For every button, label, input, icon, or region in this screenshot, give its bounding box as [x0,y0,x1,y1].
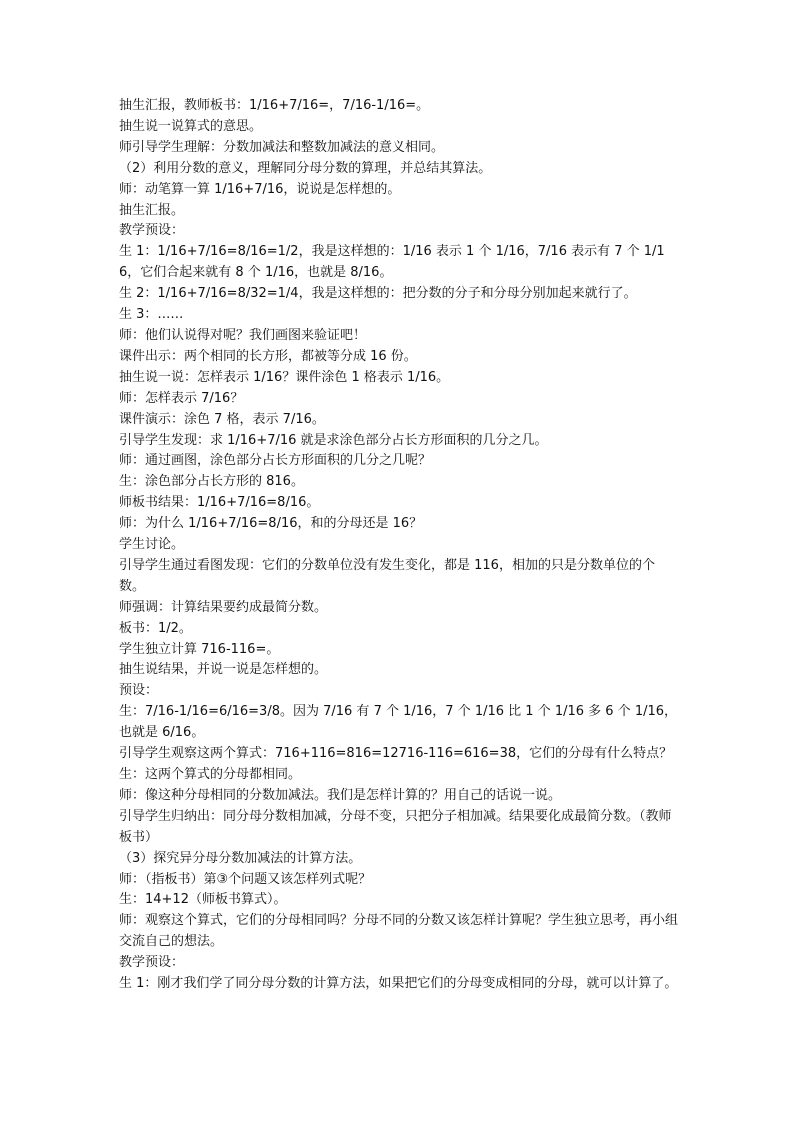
paragraph: 师：他们认说得对呢？我们画图来验证吧！ [119,327,367,343]
paragraph: 师：观察这个算式，它们的分母相同吗？分母不同的分数又该怎样计算呢？学生独立思考，再小组交流自己的想法。 [119,913,679,950]
paragraph: 引导学生通过看图发现：它们的分数单位没有发生变化，都是 116，相加的只是分数单位的个数。 [119,557,655,594]
paragraph: （2）利用分数的意义，理解同分母分数的算理，并总结其算法。 [119,160,492,176]
paragraph: 学生独立计算 716-116=。 [119,641,280,657]
paragraph: 课件出示：两个相同的长方形，都被等分成 16 份。 [119,348,417,364]
paragraph: 抽生汇报。 [119,202,185,218]
paragraph: 生 3：…… [119,307,184,323]
paragraph: 生 2：1/16+7/16=8/32=1/4，我是这样想的：把分数的分子和分母分别加起来就行了。 [119,286,637,302]
paragraph: 生 1：1/16+7/16=8/16=1/2，我是这样想的：1/16 表示 1 个 1/16，7/16 表示有 7 个 1/16，它们合起来就有 8 个 1/16，也就是 8/16。 [119,244,665,281]
document-body [119,96,679,995]
paragraph: 板书：1/2。 [119,620,192,636]
paragraph: 引导学生观察这两个算式：716+116=816=12716-116=616=38，它们的分母有什么特点？ [119,746,673,762]
paragraph: 教学预设： [119,955,185,971]
paragraph: 师板书结果：1/16+7/16=8/16。 [119,495,320,511]
paragraph: （3）探究异分母分数加减法的计算方法。 [119,850,362,866]
paragraph: 师：通过画图，涂色部分占长方形面积的几分之几呢？ [119,453,432,469]
paragraph: 生：7/16-1/16=6/16=3/8。因为 7/16 有 7 个 1/16，7 个 1/16 比 1 个 1/16 多 6 个 1/16，也就是 6/16。 [119,704,678,741]
paragraph: 引导学生发现：求 1/16+7/16 就是求涂色部分占长方形面积的几分之几。 [119,432,548,448]
paragraph: 教学预设： [119,223,185,239]
paragraph: 生 1：刚才我们学了同分母分数的计算方法，如果把它们的分母变成相同的分母，就可以计算了。 [119,976,678,992]
paragraph: 预设： [119,683,159,699]
paragraph: 师：（指板书）第③个问题又该怎样列式呢？ [119,871,372,887]
paragraph: 生：涂色部分占长方形的 816。 [119,474,304,490]
paragraph: 师：动笔算一算 1/16+7/16，说说是怎样想的。 [119,181,401,197]
paragraph: 抽生汇报，教师板书：1/16+7/16=，7/16-1/16=。 [119,98,430,113]
paragraph: 抽生说一说算式的意思。 [119,118,263,134]
paragraph: 生：这两个算式的分母都相同。 [119,767,302,782]
paragraph: 抽生说结果，并说一说是怎样想的。 [119,662,328,678]
paragraph: 师：为什么 1/16+7/16=8/16，和的分母还是 16？ [119,516,423,532]
paragraph: 师：怎样表示 7/16？ [119,390,244,406]
paragraph: 学生讨论。 [119,537,185,553]
paragraph: 抽生说一说：怎样表示 1/16？课件涂色 1 格表示 1/16。 [119,369,450,385]
paragraph: 引导学生归纳出：同分母分数相加减，分母不变，只把分子相加减。结果要化成最简分数。（教师板书） [119,808,672,845]
paragraph: 生：14+12（师板书算式）。 [119,892,287,908]
paragraph: 师：像这种分母相同的分数加减法。我们是怎样计算的？用自己的话说一说。 [119,787,562,803]
paragraph: 师强调：计算结果要约成最简分数。 [119,599,328,615]
paragraph: 课件演示：涂色 7 格，表示 7/16。 [119,411,325,427]
paragraph: 师引导学生理解：分数加减法和整数加减法的意义相同。 [119,139,445,155]
